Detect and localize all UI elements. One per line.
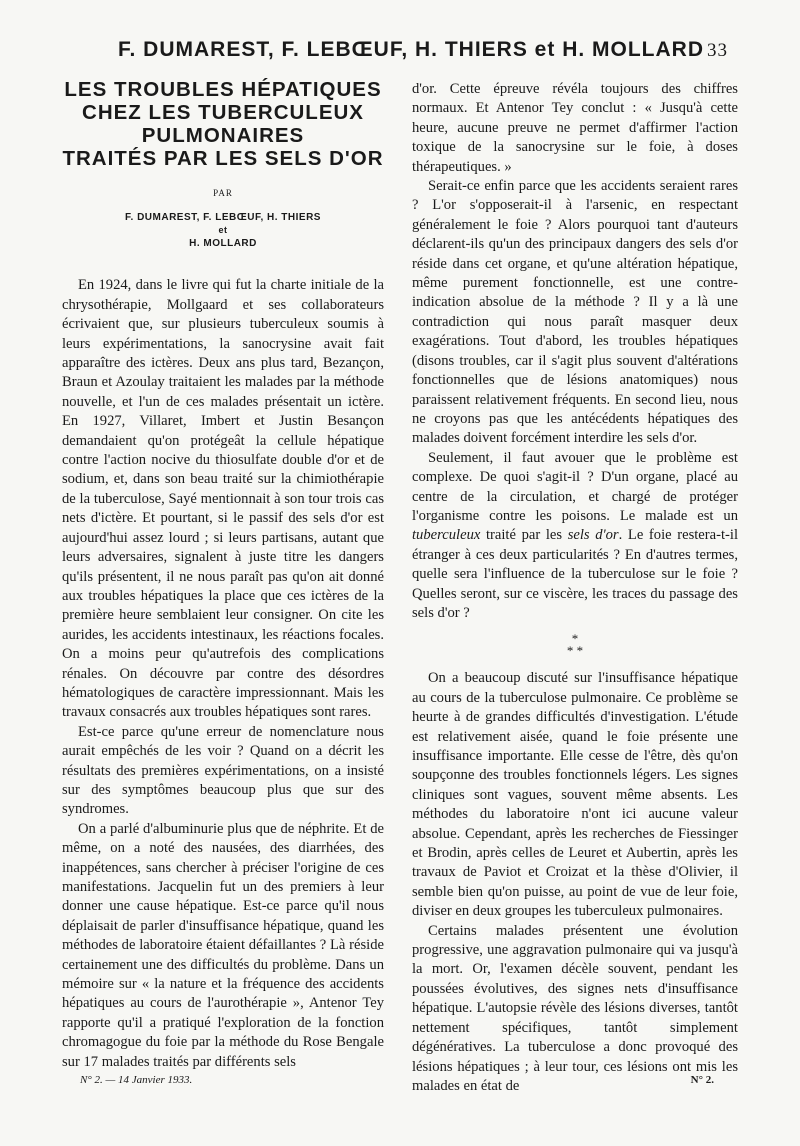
title-line: PULMONAIRES (141, 124, 305, 147)
byline (62, 211, 384, 250)
page-footer (0, 1074, 800, 1092)
title-line: TRAITÉS PAR LES SELS D'OR (62, 147, 384, 170)
asterism-top: * (571, 631, 579, 647)
paragraph: Serait-ce enfin parce que les accidents seraient rares ? L'or s'opposerait-il à l'arsenic, en respectant généralement le foie ? Alors pourquoi tant d'auteurs déclarent-ils qu'un des principaux dangers des sels d'or réside dans cet organe, et qu'une altération hépatique, même purement fonctionnelle, est une contre-indication absolue de la méthode ? Il y a là une contradiction qui nous paraît masquer deux exagérations. Tout d'abord, les troubles hépatiques (disons troubles, car il s'agit plus souvent d'altérations fonctionnelles que de lésions anatomiques) nous paraissent relativement fréquents. En second lieu, nous ne croyons pas que les antécédents hépatiques des malades doivent forcément interdire les sels d'or. (412, 178, 738, 447)
title-line: CHEZ LES TUBERCULEUX (82, 101, 364, 124)
byline-et: et (218, 225, 228, 236)
text-run: traité par les (480, 527, 568, 544)
byline-authors-2: H. MOLLARD (189, 238, 257, 250)
right-column (412, 80, 738, 1096)
paragraph: En 1924, dans le livre qui fut la charte initiale de la chrysothérapie, Mollgaard et ses collaborateurs écrivaient que, sur plusieurs tuberculeux soumis à leurs expérimentations, la sanocrysine avait fait apparaître des ictères. Deux ans plus tard, Bezançon, Braun et Azoulay traitaient les malades par la méthode nouvelle, et l'un de ces malades présentait un ictère. En 1927, Villaret, Imbert et Justin Besançon demandaient qu'on protégeât la cellule hépatique contre l'action nocive du thiosulfate double d'or et de sodium, et, dans son beau traité sur la chimiothérapie de la tuberculose, Sayé mentionnait à son tour trois cas nets d'ictère. Et pourtant, si le passif des sels d'or est aujourd'hui assez lourd ; si leurs partisans, autant que leurs adversaires, signalent à juste titre les dangers qu'ils présentent, il ne nous paraît pas qu'on ait donné aux troubles hépatiques la place que ces ictères de la première heure semblaient leur consigner. On cite les aurides, les accidents intestinaux, les réactions focales. On a moins peur qu'autrefois des complications rénales. On découvre par contre des désordres hématologiques de caractère impressionnant. Mais les travaux consacrés aux troubles hépatiques sont rares. (62, 277, 384, 721)
paragraph: Est-ce parce qu'une erreur de nomenclature nous aurait empêchés de les voir ? Quand on a décrit les résultats des premières expérimentations, on a insisté sur des symptômes beaucoup plus que sur des syndromes. (62, 723, 384, 818)
title-line: LES TROUBLES HÉPATIQUES (64, 78, 382, 101)
footer-number: N° 2. (690, 1074, 714, 1086)
asterism-bottom: * * (566, 643, 584, 659)
footer-issue: N° 2. — 14 Janvier 1933. (80, 1074, 193, 1086)
italic-term: sels d'or (567, 527, 619, 544)
paragraph: d'or. Cette épreuve révéla toujours des chiffres normaux. Et Antenor Tey conclut : « Jusqu'à cette heure, aucune preuve ne permet d'affirmer l'action toxique de la sanocrysine sur le foie, à doses thérapeutiques. » (412, 81, 738, 175)
running-head (0, 38, 800, 78)
text-run: Seulement, il faut avouer que le problème est complexe. De quoi s'agit-il ? D'un organe, placé au centre de la circulation, et chargé de protéger l'organisme contre les poisons. Le malade est un (412, 449, 738, 524)
article-title (62, 78, 384, 170)
section-separator-asterism (412, 633, 738, 657)
page-number: 33 (707, 40, 728, 61)
byline-authors-1: F. DUMAREST, F. LEBŒUF, H. THIERS (125, 212, 321, 224)
left-column (62, 78, 384, 1072)
paragraph: Certains malades présentent une évolution progressive, une aggravation pulmonaire qui va jusqu'à la mort. Or, l'examen décèle souvent, pendant les poussées évolutives, des signes nets d'insuffisance hépatique. L'autopsie révèle des lésions diverses, tantôt nettement spécifiques, tantôt simplement dégénératives. La tuberculose a donc provoqué des lésions hépatiques ; à leur tour, ces lésions ont mis les malades en état de (412, 922, 738, 1094)
text-run: . Le foie restera-t-il étranger à ces deux particularités ? En d'autres termes, quelle sera l'influence de la tuberculose sur le foie ? Quelles seront, sur ce viscère, les traces du passage des sels d'or ? (412, 527, 739, 621)
paragraph: On a beaucoup discuté sur l'insuffisance hépatique au cours de la tuberculose pulmonaire. Ce problème se heurte à de grandes difficultés d'investigation. L'étude est relativement aisée, quand le foie présente une insuffisance importante. Elle cesse de l'être, dès qu'on soupçonne des troubles fonctionnels légers. Les signes cliniques sont vagues, souvent même absents. Les méthodes du laboratoire n'ont ici aucune valeur absolue. Cependant, après les recherches de Fiessinger et Brodin, après celles de Leuret et Aubertin, après les travaux de Paviot et Croizat et la thèse d'Olivier, il semble bien qu'on puisse, au point de vue de leur foie, diviser en deux groupes les tuberculeux pulmonaires. (412, 670, 738, 920)
paragraph: On a parlé d'albuminurie plus que de néphrite. Et de même, on a noté des nausées, des diarrhées, des inappétences, sans chercher à préciser l'origine de ces manifestations. Jacquelin fut un des premiers à leur donner une cause hépatique. Est-ce parce qu'il nous déplaisait de parler d'insuffisance hépatique, quand les méthodes de laboratoire étaient défaillantes ? Là réside certainement une des difficultés du problème. Dans un mémoire sur « la nature et la fréquence des accidents hépatiques au cours de l'aurothérapie », Antenor Tey rapporte qu'il a pratiqué l'exploration de la fonction chromagogue du foie par la méthode du Rose Bengale sur 17 malades traités par différents sels (62, 820, 384, 1070)
running-head-authors: F. DUMAREST, F. LEBŒUF, H. THIERS et H. MOLLARD (118, 38, 705, 61)
paragraph (412, 449, 738, 624)
par-label: PAR (213, 188, 233, 198)
italic-term: tuberculeux (412, 527, 481, 544)
